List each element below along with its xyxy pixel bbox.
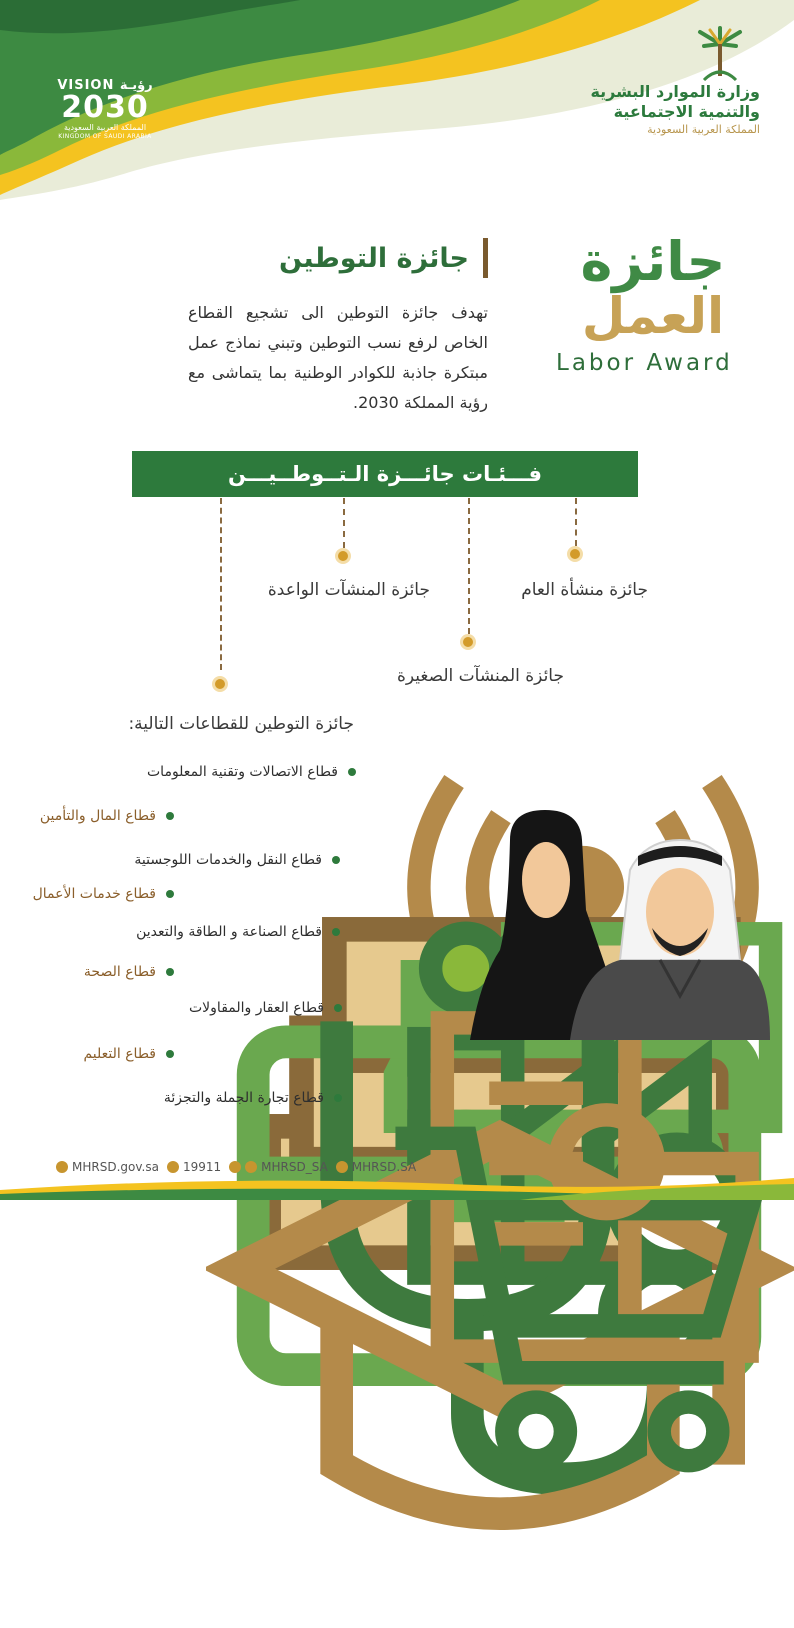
sector-label: قطاع تجارة الجملة والتجزئة bbox=[163, 1090, 324, 1106]
page-title: جائزة التوطين bbox=[279, 242, 469, 274]
cart-icon bbox=[372, 1068, 794, 1490]
bullet-icon bbox=[334, 1004, 342, 1012]
globe-icon bbox=[56, 1161, 68, 1173]
bullet-icon bbox=[166, 968, 174, 976]
footer-wave-decoration bbox=[0, 1176, 794, 1200]
sector-label: قطاع المال والتأمين bbox=[39, 808, 156, 824]
bullet-icon bbox=[166, 1050, 174, 1058]
award-logo-ar-top: جائزة bbox=[580, 230, 726, 293]
sector-item bbox=[33, 886, 174, 902]
connector-line bbox=[220, 498, 222, 670]
award-category: جائزة المنشآت الواعدة bbox=[267, 580, 430, 600]
sector-label: قطاع العقار والمقاولات bbox=[189, 1000, 324, 1016]
twitter-link[interactable] bbox=[229, 1160, 328, 1174]
sector-label: قطاع النقل والخدمات اللوجستية bbox=[134, 852, 322, 868]
ministry-name-line1: وزارة الموارد البشرية bbox=[590, 82, 760, 101]
bullet-icon bbox=[348, 768, 356, 776]
phone-text: 19911 bbox=[182, 1160, 222, 1174]
bullet-icon bbox=[332, 856, 340, 864]
sector-item bbox=[164, 1090, 342, 1106]
connector-dot bbox=[335, 548, 351, 564]
vision-year: 2030 bbox=[61, 90, 149, 125]
award-category: جائزة المنشآت الصغيرة bbox=[397, 666, 564, 686]
title-accent-bar bbox=[483, 238, 488, 278]
ministry-logo bbox=[540, 24, 760, 138]
ministry-country: المملكة العربية السعودية bbox=[647, 123, 760, 136]
sector-label: قطاع التعليم bbox=[83, 1046, 156, 1062]
sector-item bbox=[136, 924, 340, 940]
sector-label: قطاع خدمات الأعمال bbox=[32, 886, 156, 902]
vision-country-en: KINGDOM OF SAUDI ARABIA bbox=[58, 133, 152, 140]
bullet-icon bbox=[334, 1094, 342, 1102]
footer-contacts bbox=[56, 1158, 424, 1176]
website-text: MHRSD.gov.sa bbox=[72, 1160, 159, 1174]
sector-label: قطاع الصحة bbox=[83, 964, 156, 980]
vision-label: VISION رؤيـة bbox=[57, 78, 153, 93]
connector-dot bbox=[212, 676, 228, 692]
sector-item bbox=[84, 964, 174, 980]
website-link[interactable] bbox=[56, 1160, 159, 1174]
bullet-icon bbox=[166, 812, 174, 820]
saudi-people-illustration bbox=[470, 800, 770, 1040]
award-logo-en: Labor Award bbox=[556, 350, 733, 376]
bullet-icon bbox=[166, 890, 174, 898]
title-block bbox=[279, 236, 488, 280]
award-logo-ar-bottom: العمل bbox=[581, 287, 725, 345]
connector-line bbox=[575, 498, 577, 546]
sector-label: قطاع الصناعة و الطاقة والتعدين bbox=[136, 924, 322, 940]
snapchat-link[interactable] bbox=[336, 1160, 416, 1174]
sectors-heading: جائزة التوطين للقطاعات التالية: bbox=[128, 714, 354, 734]
instagram-icon bbox=[245, 1161, 257, 1173]
ministry-name-line2: والتنمية الاجتماعية bbox=[613, 102, 760, 121]
sector-item bbox=[189, 1000, 342, 1016]
labor-award-logo bbox=[548, 230, 758, 390]
vision-country-ar: المملكة العربية السعودية bbox=[63, 123, 147, 132]
vision-2030-logo bbox=[50, 78, 160, 141]
award-category: جائزة منشأة العام bbox=[521, 580, 648, 600]
connector-dot bbox=[567, 546, 583, 562]
categories-banner: فـــئـات جائـــزة الـتــوطــيـــن bbox=[132, 451, 638, 497]
sector-item bbox=[147, 764, 356, 780]
twitter-handle: MHRSD_SA bbox=[261, 1160, 328, 1174]
sector-item bbox=[134, 852, 340, 868]
connector-line bbox=[343, 498, 345, 548]
sector-item bbox=[40, 808, 174, 824]
sector-label: قطاع الاتصالات وتقنية المعلومات bbox=[147, 764, 338, 780]
phone-number[interactable] bbox=[167, 1160, 221, 1174]
palm-swords-icon bbox=[690, 24, 750, 84]
twitter-icon bbox=[229, 1161, 241, 1173]
sector-item bbox=[83, 1046, 174, 1062]
snapchat-icon bbox=[336, 1161, 348, 1173]
connector-dot bbox=[460, 634, 476, 650]
phone-icon bbox=[167, 1161, 179, 1173]
intro-paragraph: تهدف جائزة التوطين الى تشجيع القطاع الخاص لرفع نسب التوطين وتبني نماذج عمل مبتكرة جاذبة للكوادر الوطنية بما يتماشى مع رؤية المملكة 2030. bbox=[188, 303, 488, 412]
connector-line bbox=[468, 498, 470, 634]
bullet-icon bbox=[332, 928, 340, 936]
snapchat-handle: MHRSD.SA bbox=[351, 1160, 417, 1174]
